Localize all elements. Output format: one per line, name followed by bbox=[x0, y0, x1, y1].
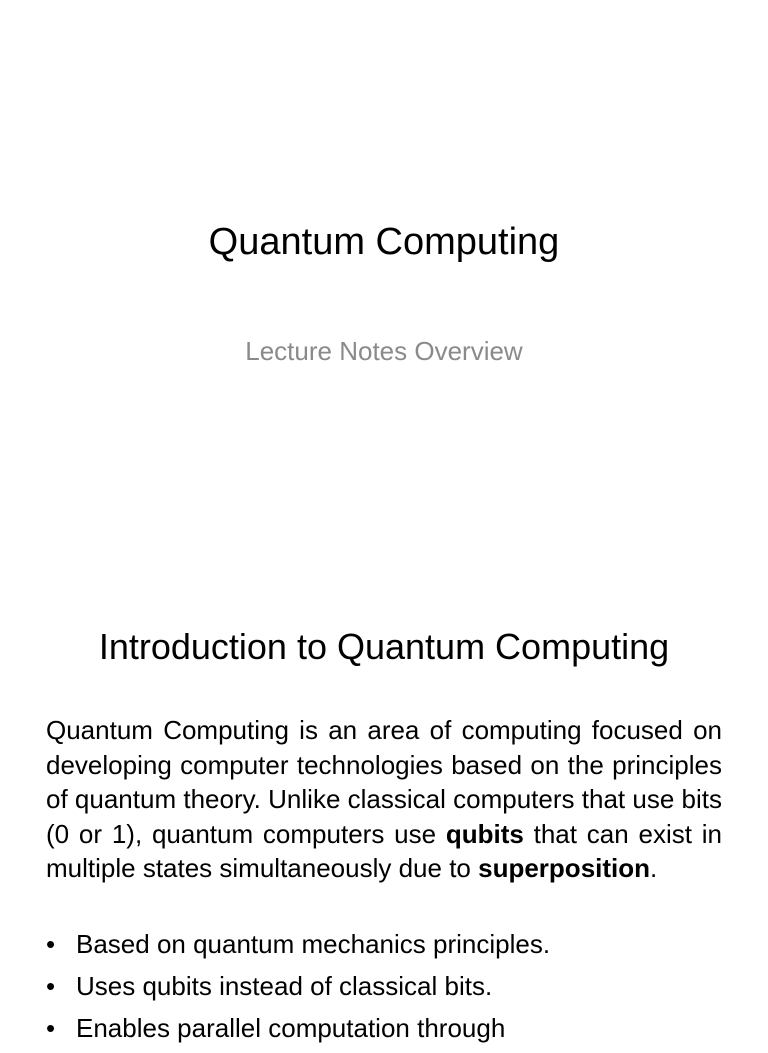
presentation-subtitle: Lecture Notes Overview bbox=[245, 336, 523, 366]
paragraph-text: that can exist in multiple states simultaneously due to bbox=[46, 818, 722, 884]
intro-slide bbox=[0, 576, 768, 1043]
intro-paragraph bbox=[46, 713, 722, 886]
bullet-list bbox=[46, 927, 722, 1053]
bullet-item bbox=[46, 1011, 722, 1045]
bullet-icon: • bbox=[46, 1013, 56, 1043]
bullet-icon: • bbox=[46, 971, 56, 1001]
bullet-item bbox=[46, 969, 722, 1003]
bullet-text: Enables parallel computation through bbox=[76, 1013, 506, 1043]
bullet-text: Based on quantum mechanics principles. bbox=[76, 929, 551, 959]
emphasis-superposition: superposition bbox=[478, 853, 651, 884]
emphasis-qubits: qubits bbox=[445, 818, 524, 849]
paragraph-text: Quantum Computing is an area of computing focused on developing computer technologies based on the principles of quantum theory. Unlike classical computers that use bits (0 or 1), quantum computers use bbox=[46, 715, 722, 849]
slide-title: Introduction to Quantum Computing bbox=[98, 626, 670, 667]
bullet-text: Uses qubits instead of classical bits. bbox=[76, 971, 493, 1001]
presentation-title: Quantum Computing bbox=[208, 221, 560, 263]
paragraph-text: . bbox=[650, 853, 658, 884]
bullet-icon: • bbox=[46, 929, 56, 959]
bullet-item bbox=[46, 927, 722, 961]
